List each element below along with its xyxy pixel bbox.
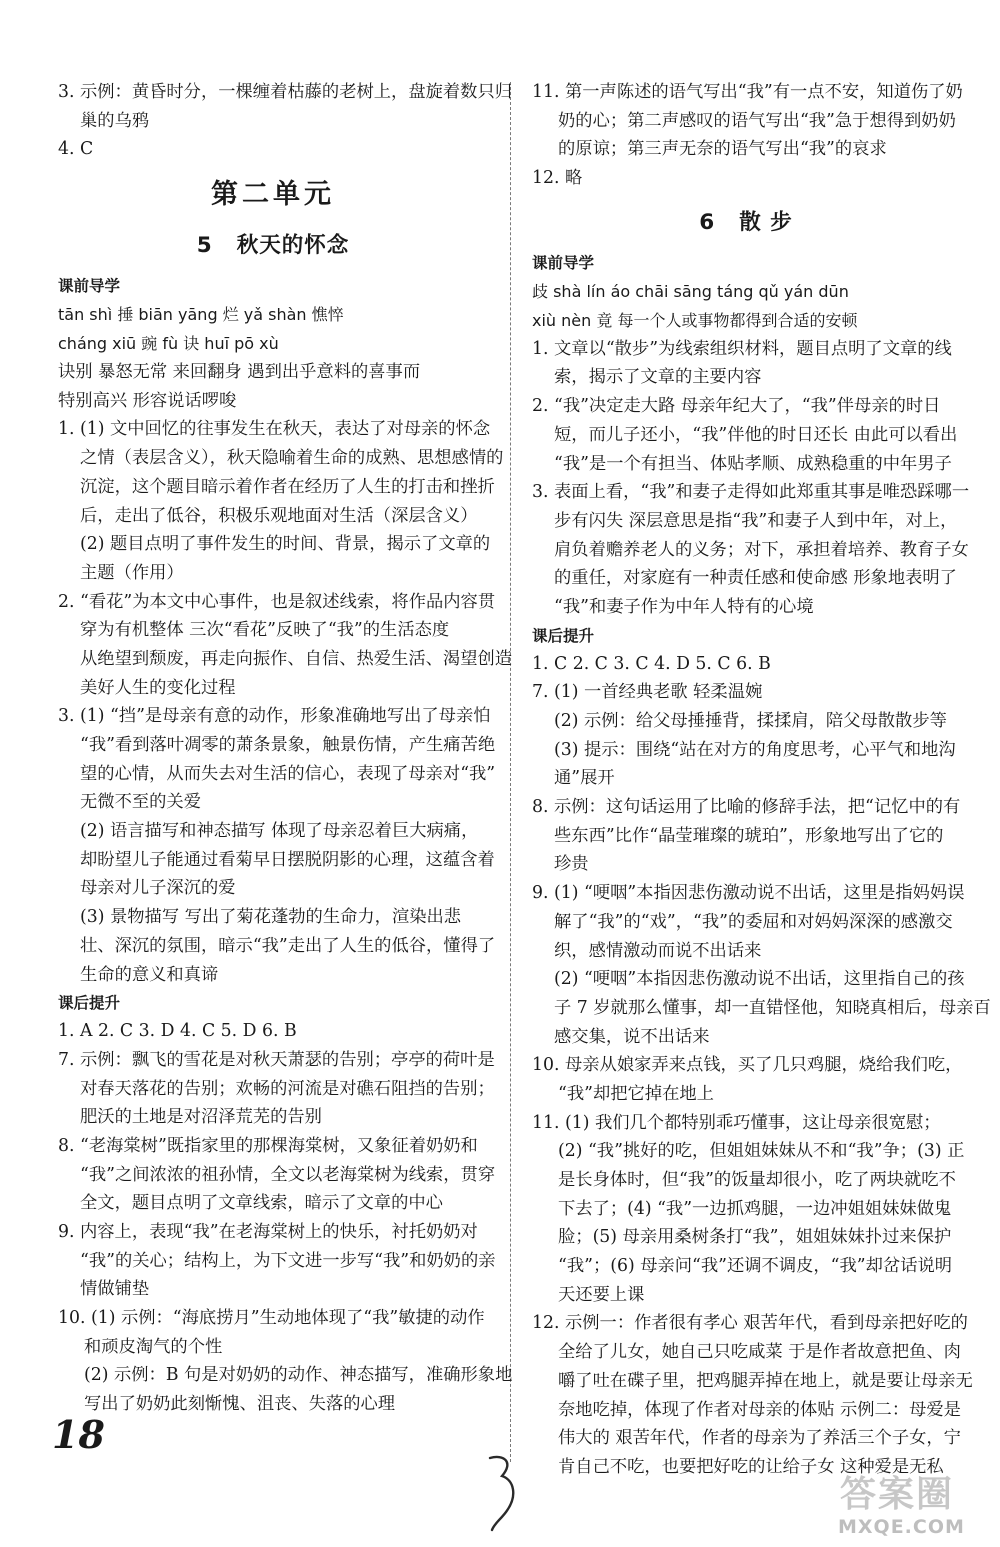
answer-line: 全给了儿女，她自己只吃咸菜 于是作者故意把鱼、肉 [558, 1342, 961, 1363]
watermark-text-bottom: MXQE.COM [838, 1516, 965, 1538]
answer-line: 解了“我”的“戏”，“我”的委屈和对妈妈深深的感激交 [554, 911, 953, 932]
pinyin-line: cháng xiū 豌 fù 诀 huī pō xù [58, 334, 279, 354]
answer-line: (2) 题目点明了事件发生的时间、背景，揭示了文章的 [80, 534, 491, 555]
lesson-title [58, 224, 488, 268]
answer-line: 写出了奶奶此刻惭愧、沮丧、失落的心理 [84, 1394, 396, 1415]
answer-line: 生命的意义和真谛 [80, 964, 219, 985]
answer-line: 1. C 2. C 3. C 4. D 5. C 6. B [532, 653, 771, 674]
answer-line: 3. 示例：黄昏时分，一棵缠着枯藤的老树上，盘旋着数只归 [58, 82, 513, 102]
answer-line: 短，而儿子还小，“我”伴他的时日还长 由此可以看出 [554, 424, 958, 445]
answer-line: 是长身体时，但“我”的饭量却很小，吃了两块就吃不 [558, 1170, 956, 1190]
answer-line: 的原谅；第三声无奈的语气写出“我”的哀求 [558, 139, 887, 160]
answer-line: 11. (1) 我们几个都特别乖巧懂事，这让母亲很宽慰； [532, 1112, 941, 1133]
answer-line: 11. 第一声陈述的语气写出“我”有一点不安，知道伤了奶 [532, 82, 963, 102]
answer-line: 母亲对儿子深沉的爱 [80, 878, 236, 899]
answer-line: 12. 示例一：作者很有孝心 艰苦年代，看到母亲把好吃的 [532, 1313, 968, 1334]
answer-line: 伟大的 艰苦年代，作者的母亲为了养活三个子女，宁 [558, 1428, 961, 1449]
lesson-number: 5 [196, 233, 213, 259]
answer-line: (2) “哽咽”本指因悲伤激动说不出话，这里指自己的孩 [554, 969, 965, 990]
answer-line: (2) 语言描写和神态描写 体现了母亲忍着巨大病痛， [80, 821, 479, 842]
answer-line: 脸；(5) 母亲用桑树条打“我”，姐姐妹妹扑过来保护 [558, 1227, 952, 1248]
answer-line: 望的心情，从而失去对生活的信心，表现了母亲对“我” [80, 763, 496, 784]
answer-line: 肩负着赡养老人的义务；对下，承担着培养、教育子女 [554, 539, 969, 560]
answer-line: 2. “我”决定走大路 母亲年纪大了，“我”伴母亲的时日 [532, 396, 941, 417]
answer-line: 索，揭示了文章的主要内容 [554, 367, 762, 388]
watermark-logo [836, 1466, 986, 1542]
answer-line: 1. 文章以“散步”为线索组织材料，题目点明了文章的线 [532, 338, 952, 359]
answer-line: 9. 内容上，表现“我”在老海棠树上的快乐，衬托奶奶对 [58, 1222, 478, 1242]
answer-line: 些东西”比作“晶莹璀璨的琥珀”，形象地写出了它的 [554, 825, 944, 846]
answer-line: (2) “我”挑好的吃，但姐姐妹妹从不和“我”争；(3) 正 [558, 1141, 965, 1162]
answer-line: 巢的乌鸦 [80, 110, 150, 131]
answer-line: (3) 提示：围绕“站在对方的角度思考，心平气和地沟 [554, 739, 956, 760]
lesson-title [532, 201, 960, 245]
answer-line: 却盼望儿子能通过看菊早日摆脱阴影的心理，这蕴含着 [80, 849, 495, 870]
answer-line: 特别高兴 形容说话啰唆 [58, 390, 237, 411]
section-heading-post: 课后提升 [58, 994, 121, 1013]
answer-line: 感交集，说不出话来 [554, 1026, 710, 1047]
answer-line: 1. (1) 文中回忆的往事发生在秋天，表达了对母亲的怀念 [58, 419, 491, 440]
answer-line: 8. “老海棠树”既指家里的那棵海棠树，又象征着奶奶和 [58, 1135, 478, 1156]
handwritten-mark [484, 1452, 520, 1536]
left-column [58, 78, 513, 1419]
answer-line: 1. A 2. C 3. D 4. C 5. D 6. B [58, 1021, 297, 1042]
answer-line: 9. (1) “哽咽”本指因悲伤激动说不出话，这里是指妈妈误 [532, 883, 965, 904]
answer-line: 10. 母亲从娘家弄来点钱，买了几只鸡腿，烧给我们吃， [532, 1055, 963, 1076]
right-column [532, 78, 991, 1482]
answer-line: 3. 表面上看，“我”和妻子走得如此郑重其事是唯恐踩哪一 [532, 482, 970, 503]
lesson-name: 散 步 [739, 209, 793, 235]
answer-line: “我”之间浓浓的祖孙情，全文以老海棠树为线索，贯穿 [80, 1164, 496, 1185]
answer-line: 织，感情激动而说不出话来 [554, 940, 762, 961]
watermark-text-top: 答案圈 [840, 1474, 955, 1515]
answer-line: 12. 略 [532, 168, 583, 189]
answer-line: “我”看到落叶凋零的萧条景象，触景伤情，产生痛苦绝 [80, 735, 496, 755]
answer-line: 全文，题目点明了文章线索，暗示了文章的中心 [80, 1193, 443, 1214]
lesson-name: 秋天的怀念 [236, 233, 350, 259]
answer-line: 下去了；(4) “我”一边抓鸡腿，一边冲姐姐妹妹做鬼 [558, 1198, 952, 1219]
answer-line: 奶的心；第二声感叹的语气写出“我”急于想得到奶奶 [558, 110, 956, 131]
pinyin-line: tān shì 捶 biān yāng 烂 yǎ shàn 憔悴 [58, 305, 344, 325]
lesson-number: 6 [699, 209, 716, 235]
answer-line: “我”；(6) 母亲问“我”还调不调皮，“我”却岔话说明 [558, 1256, 953, 1277]
answer-line: (3) 景物描写 写出了菊花蓬勃的生命力，渲染出悲 [80, 907, 462, 928]
answer-line: 2. “看花”为本文中心事件，也是叙述线索，将作品内容贯 [58, 591, 496, 612]
answer-line: 对春天落花的告别；欢畅的河流是对礁石阻挡的告别； [80, 1078, 495, 1099]
answer-line: 10. (1) 示例：“海底捞月”生动地体现了“我”敏捷的动作 [58, 1308, 485, 1329]
answer-line: 肯自己不吃，也要把好吃的让给子女 这种爱是无私 [558, 1456, 944, 1477]
pinyin-line: 歧 shà lín áo chāi sāng táng qǔ yán dūn [532, 281, 849, 301]
answer-line: 无微不至的关爱 [80, 792, 201, 813]
answer-line: 通”展开 [554, 768, 615, 789]
answer-line: 步有闪失 深层意思是指“我”和妻子人到中年，对上， [554, 510, 958, 531]
answer-line: 美好人生的变化过程 [80, 677, 236, 698]
answer-line: 8. 示例：这句话运用了比喻的修辞手法，把“记忆中的有 [532, 797, 961, 818]
answer-line: 情做铺垫 [80, 1279, 150, 1300]
answer-line: 之情（表层含义），秋天隐喻着生命的成熟、思想感情的 [80, 448, 504, 469]
answer-line: “我”是一个有担当、体贴孝顺、成熟稳重的中年男子 [554, 453, 952, 474]
answer-line: 天还要上课 [558, 1284, 645, 1305]
answer-line: “我”却把它掉在地上 [558, 1083, 714, 1104]
answer-line: 子 7 岁就那么懂事，却一直错怪他，知晓真相后，母亲百 [554, 997, 991, 1018]
section-heading-pre: 课前导学 [532, 253, 595, 272]
answer-line: 3. (1) “挡”是母亲有意的动作，形象准确地写出了母亲怕 [58, 706, 491, 727]
answer-line: 肥沃的土地是对沼泽荒芜的告别 [80, 1107, 322, 1128]
answer-line: 诀别 暴怒无常 来回翻身 遇到出乎意料的喜事而 [58, 362, 421, 383]
answer-line: 后，走出了低谷，积极乐观地面对生活（深层含义） [80, 505, 478, 526]
answer-line: (2) 示例：给父母捶捶背，揉揉肩，陪父母散散步等 [554, 711, 947, 731]
pinyin-line: xiù nèn 竟 每一个人或事物都得到合适的安顿 [532, 310, 858, 330]
section-heading-pre: 课前导学 [58, 277, 121, 296]
answer-line: (2) 示例：B 句是对奶奶的动作、神态描写，准确形象地 [84, 1365, 513, 1386]
answer-line: 穿为有机整体 三次“看花”反映了“我”的生活态度 [80, 620, 450, 641]
answer-line: 7. (1) 一首经典老歌 轻柔温婉 [532, 682, 763, 703]
page-number: 18 [52, 1412, 105, 1457]
unit-title: 第二单元 [211, 179, 335, 211]
answer-line: 嚼了吐在碟子里，把鸡腿弄掉在地上，就是要让母亲无 [558, 1370, 973, 1391]
answer-line: 7. 示例：飘飞的雪花是对秋天萧瑟的告别；亭亭的荷叶是 [58, 1049, 495, 1070]
section-heading-post: 课后提升 [532, 626, 595, 645]
answer-line: 珍贵 [554, 854, 589, 875]
answer-line: 奈地吃掉，体现了作者对母亲的体贴 示例二：母爱是 [558, 1399, 961, 1420]
answer-line: 沉淀，这个题目暗示着作者在经历了人生的打击和挫折 [80, 476, 495, 497]
answer-line: 从绝望到颓废，再走向振作、自信、热爱生活、渴望创造 [80, 648, 513, 669]
answer-line: 和顽皮淘气的个性 [84, 1336, 223, 1357]
answer-line: 4. C [58, 139, 94, 160]
answer-line: 的重任，对家庭有一种责任感和使命感 形象地表明了 [554, 568, 957, 589]
answer-line: “我”的关心；结构上，为下文进一步写“我”和奶奶的亲 [80, 1250, 496, 1271]
answer-line: 主题（作用） [80, 562, 184, 583]
column-divider [510, 82, 511, 1462]
answer-line: 壮、深沉的氛围，暗示“我”走出了人生的低谷，懂得了 [80, 935, 496, 956]
answer-line: “我”和妻子作为中年人特有的心境 [554, 596, 814, 617]
